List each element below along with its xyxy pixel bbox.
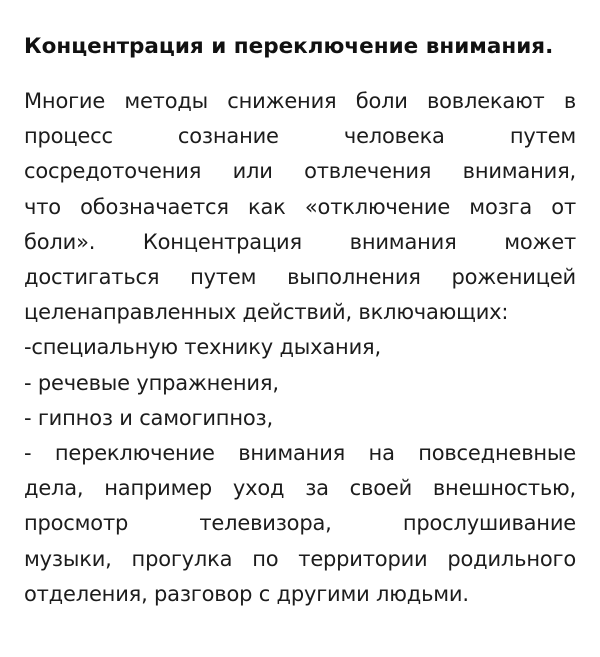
- paragraph-line: Многие методы снижения боли вовлекают в: [24, 89, 576, 113]
- paragraph-line: сосредоточения или отвлечения внимания,: [24, 159, 576, 184]
- list-item: - гипноз и самогипноз,: [24, 405, 273, 430]
- section-title: Концентрация и переключение внимания.: [24, 34, 554, 59]
- list-item-line: - переключение внимания на повседневные: [24, 441, 576, 466]
- paragraph-line: достигаться путем выполнения роженицей: [24, 265, 576, 290]
- list-item-line: отделения, разговор с другими людьми.: [24, 581, 469, 606]
- list-item: - речевые упражнения,: [24, 370, 279, 395]
- paragraph-line: боли». Концентрация внимания может: [24, 229, 576, 254]
- list-item-line: музыки, прогулка по территории родильного: [24, 546, 576, 571]
- technique-list: [24, 330, 576, 612]
- paragraph-line: что обозначается как «отключение мозга от: [24, 194, 576, 219]
- paragraph-line: процесс сознание человека путем: [24, 124, 576, 149]
- list-item-line: дела, например уход за своей внешностью,: [24, 476, 576, 501]
- list-item: -специальную технику дыхания,: [24, 335, 381, 360]
- paragraph-line: целенаправленных действий, включающих:: [24, 300, 509, 325]
- body-paragraph: [24, 84, 576, 330]
- list-item-line: просмотр телевизора, прослушивание: [24, 511, 576, 536]
